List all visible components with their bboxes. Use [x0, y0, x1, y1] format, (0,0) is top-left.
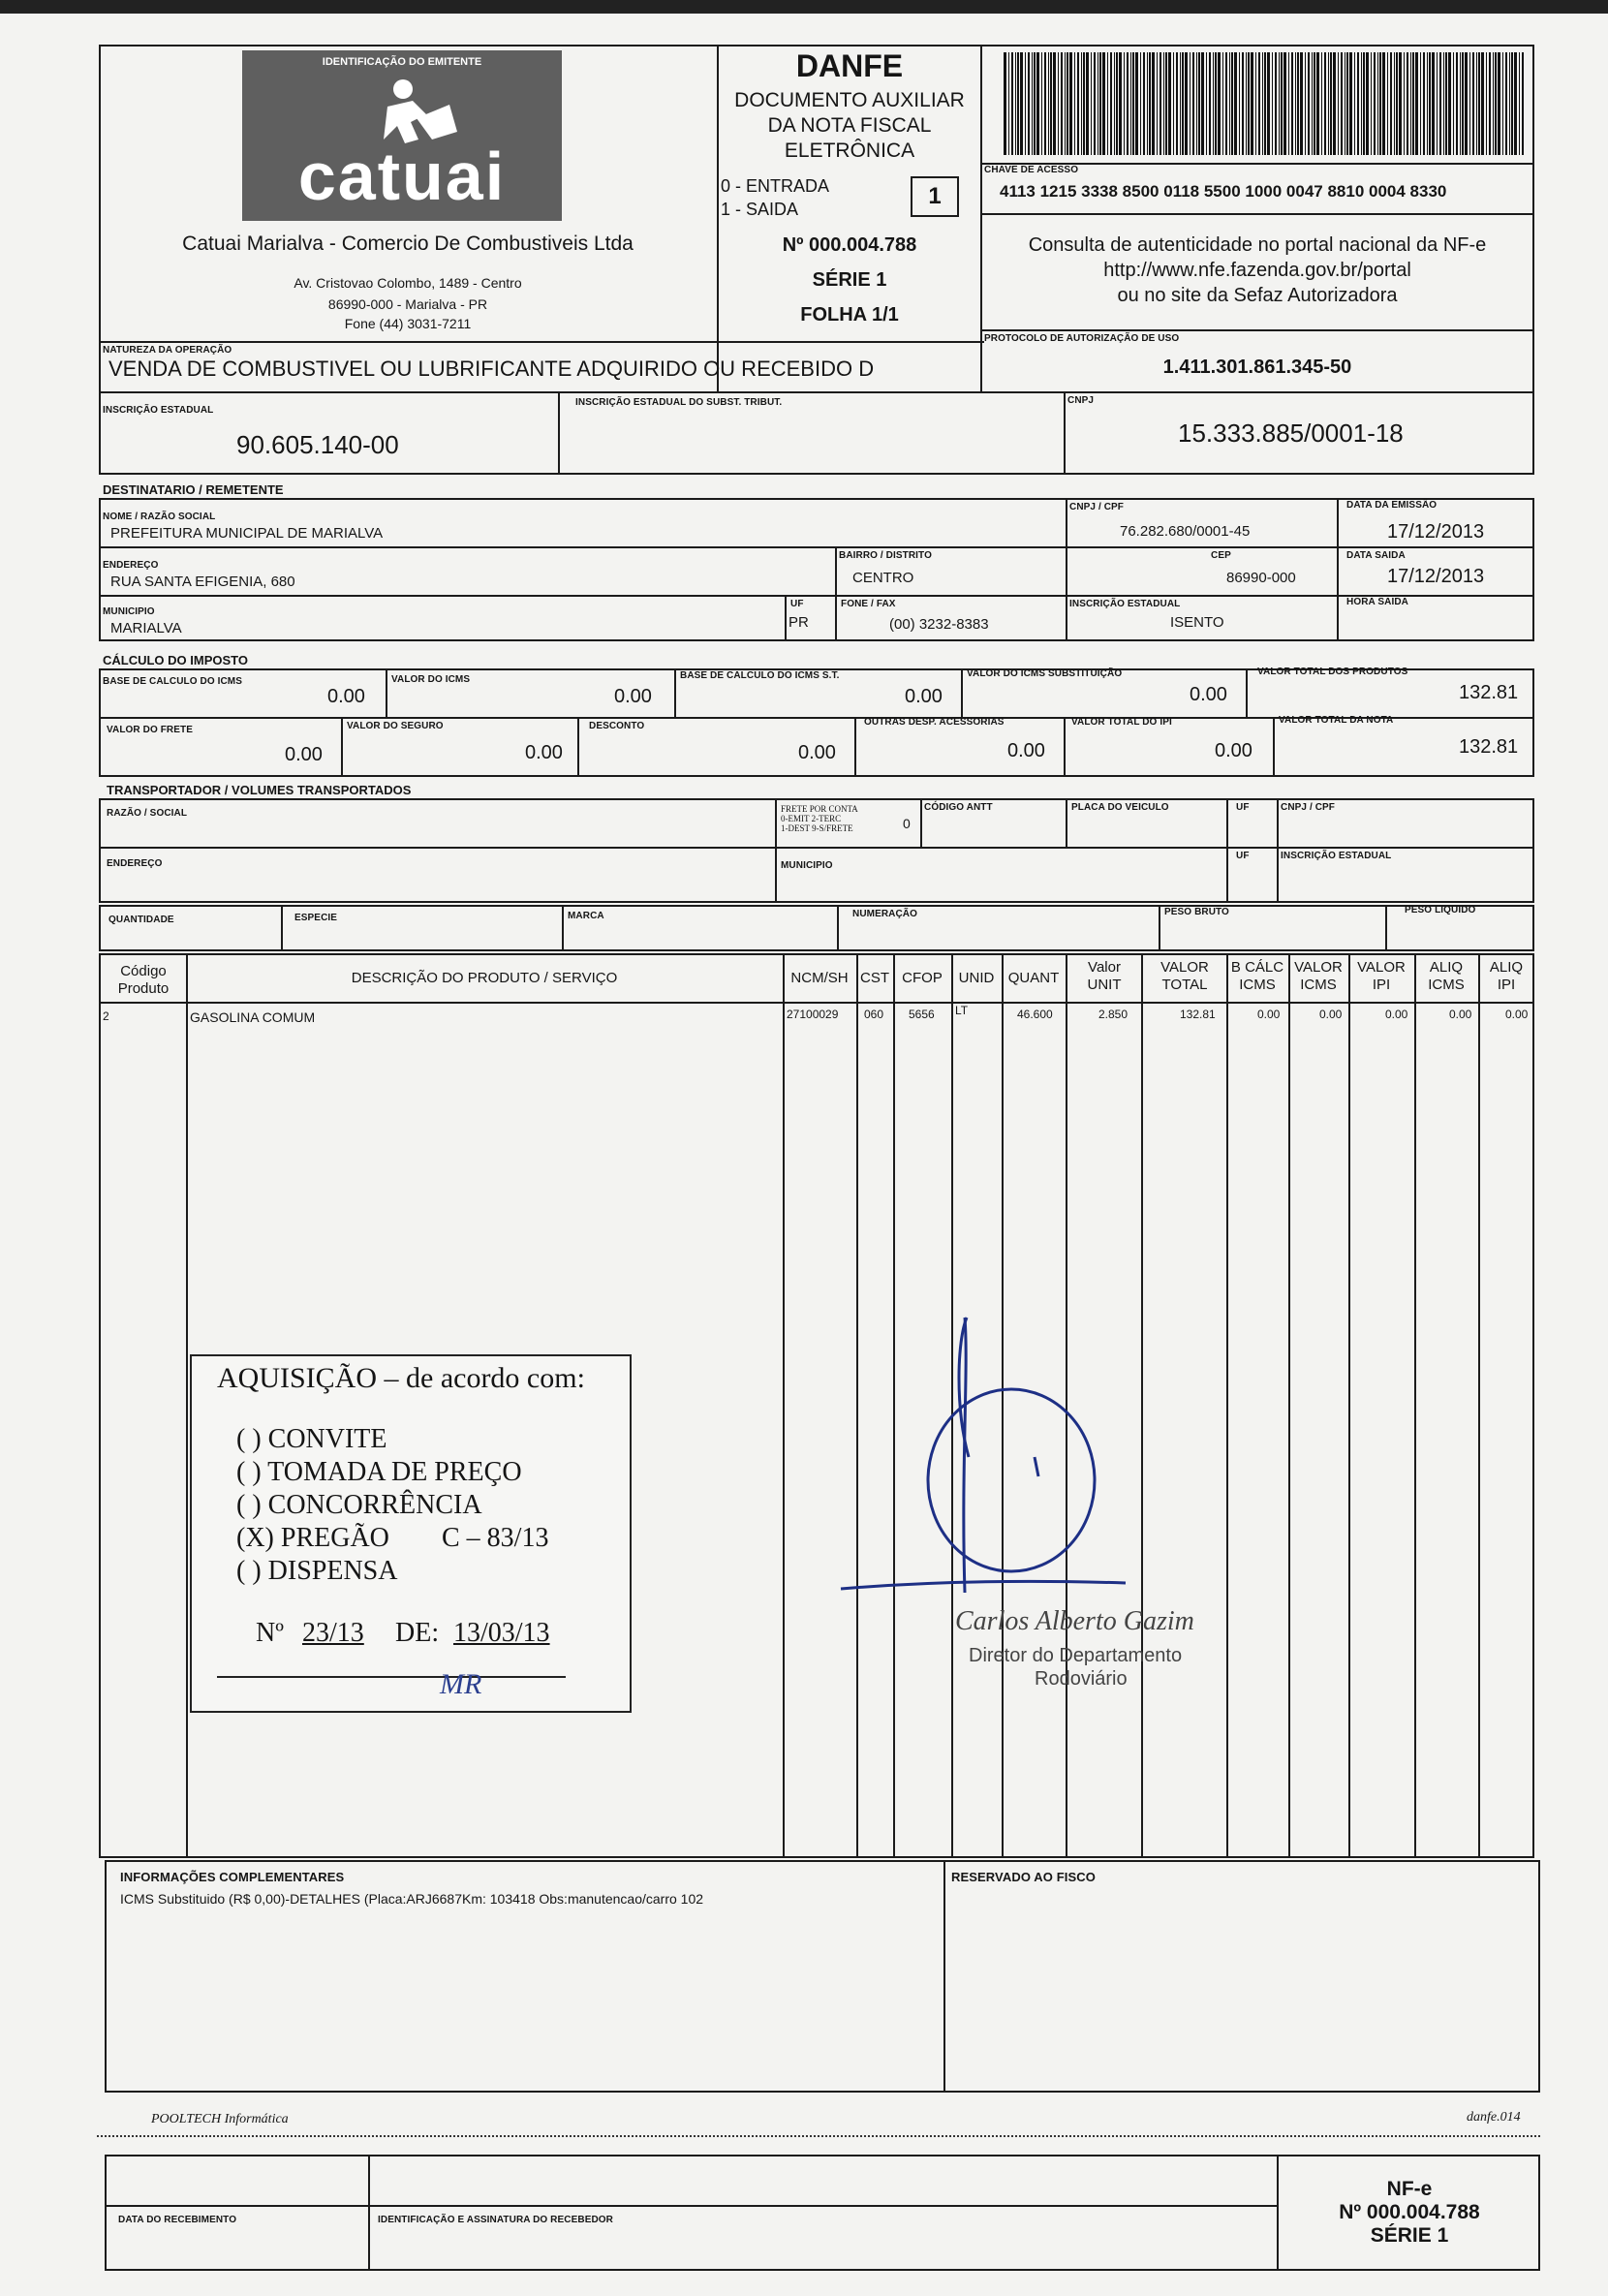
- placa-label: PLACA DO VEICULO: [1071, 802, 1169, 813]
- bc-st-label: BASE DE CALCULO DO ICMS S.T.: [680, 670, 840, 681]
- divider: [785, 595, 787, 641]
- consulta-line: ou no site da Sefaz Autorizadora: [1117, 285, 1398, 306]
- icms-st-label: VALOR DO ICMS SUBSTITUIÇÃO: [967, 668, 1123, 679]
- row-aliq-icms: 0.00: [1449, 1008, 1472, 1021]
- acquisition-stamp: [190, 1354, 632, 1713]
- ie-label: INSCRIÇÃO ESTADUAL: [103, 405, 214, 416]
- nf-serie: SÉRIE 1: [812, 269, 887, 291]
- row-unid: LT: [955, 1004, 969, 1017]
- divider: [1273, 717, 1275, 777]
- emissao-label: DATA DA EMISSÃO: [1346, 500, 1438, 511]
- divider: [943, 1860, 945, 2093]
- divider: [1288, 953, 1290, 1858]
- col-codigo: Código Produto: [117, 963, 170, 997]
- divider: [99, 1002, 1534, 1004]
- razao-label: RAZÃO / SOCIAL: [107, 808, 188, 819]
- dest-cnpj-label: CNPJ / CPF: [1069, 502, 1125, 512]
- row-cst: 060: [864, 1008, 884, 1021]
- total-nota-label: VALOR TOTAL DA NOTA: [1279, 715, 1394, 726]
- ipi-label: VALOR TOTAL DO IPI: [1071, 717, 1172, 728]
- dest-cnpj: 76.282.680/0001-45: [1120, 523, 1251, 540]
- quantidade-label: QUANTIDADE: [108, 915, 174, 925]
- endereco-label: ENDEREÇO: [103, 560, 159, 571]
- col-cfop: CFOP: [902, 970, 943, 986]
- protocolo-label: PROTOCOLO DE AUTORIZAÇÃO DE USO: [984, 333, 1180, 344]
- tax-section-title: CÁLCULO DO IMPOSTO: [103, 653, 248, 667]
- divider: [577, 717, 579, 777]
- divider: [1277, 798, 1279, 903]
- divider: [1066, 798, 1067, 847]
- hora-saida-label: HORA SAIDA: [1346, 597, 1408, 607]
- divider: [920, 798, 922, 847]
- dest-section-title: DESTINATARIO / REMETENTE: [103, 482, 284, 497]
- divider: [835, 546, 837, 641]
- dest-municipio: MARIALVA: [110, 620, 182, 636]
- total-produtos: 132.81: [1459, 682, 1519, 703]
- access-key: 4113 1215 3338 8500 0118 5500 1000 0047 8810 0004 8330: [1000, 182, 1447, 201]
- col-aliq-icms: ALIQ ICMS: [1428, 959, 1465, 993]
- emitter-logo: [242, 50, 562, 221]
- dest-frame: [99, 498, 1534, 641]
- divider: [1246, 668, 1248, 717]
- danfe-title: DANFE: [795, 48, 904, 83]
- stamp-date: 13/03/13: [453, 1618, 550, 1648]
- stamp-num-label: Nº: [256, 1618, 284, 1648]
- emitter-address: Av. Cristovao Colombo, 1489 - Centro: [294, 275, 522, 291]
- antt-label: CÓDIGO ANTT: [924, 802, 993, 813]
- scan-edge: [0, 0, 1608, 14]
- emitter-id-label: IDENTIFICAÇÃO DO EMITENTE: [322, 56, 482, 68]
- uf-label: UF: [790, 599, 804, 609]
- signature-name: Carlos Alberto Gazim: [955, 1606, 1194, 1636]
- divider: [1414, 953, 1416, 1858]
- marca-label: MARCA: [568, 911, 604, 921]
- stamp-dispensa: ( ) DISPENSA: [236, 1556, 398, 1586]
- cep-label: CEP: [1211, 550, 1231, 561]
- cnpj-value: 15.333.885/0001-18: [1178, 419, 1404, 448]
- stamp-title: AQUISIÇÃO – de acordo com:: [217, 1362, 585, 1394]
- data-saida: 17/12/2013: [1387, 566, 1485, 587]
- frete-conta-value: 0: [903, 816, 911, 831]
- divider: [1226, 798, 1228, 903]
- danfe-subtitle: ELETRÔNICA: [784, 140, 915, 162]
- divider: [1478, 953, 1480, 1858]
- emissao-date: 17/12/2013: [1387, 521, 1485, 543]
- col-quant: QUANT: [1007, 970, 1060, 986]
- divider: [186, 953, 188, 1858]
- barcode-icon: [1004, 52, 1525, 155]
- icms-st: 0.00: [1190, 684, 1227, 705]
- saida-label: 1 - SAIDA: [721, 200, 799, 219]
- desconto-label: DESCONTO: [589, 721, 645, 731]
- divider: [99, 595, 1534, 597]
- fone-label: FONE / FAX: [841, 599, 896, 609]
- divider: [1159, 905, 1160, 951]
- divider: [854, 717, 856, 777]
- divider: [961, 668, 963, 717]
- logo-text: catuai: [297, 139, 507, 214]
- col-valor-unit: Valor UNIT: [1087, 959, 1122, 993]
- icms: 0.00: [614, 686, 652, 707]
- dest-fone: (00) 3232-8383: [889, 616, 989, 633]
- frete-conta-l3: 1-DEST 9-S/FRETE: [781, 823, 853, 833]
- signature-role: Diretor do Departamento: [969, 1645, 1183, 1666]
- divider: [1337, 498, 1339, 641]
- divider: [980, 329, 1534, 331]
- stamp-initials: MR: [440, 1668, 482, 1700]
- frete-label: VALOR DO FRETE: [107, 725, 193, 735]
- recebedor-label: IDENTIFICAÇÃO E ASSINATURA DO RECEBEDOR: [378, 2215, 613, 2225]
- bc-icms: 0.00: [327, 686, 365, 707]
- municipio-label: MUNICIPIO: [103, 606, 155, 617]
- danfe-subtitle: DOCUMENTO AUXILIAR: [734, 89, 965, 111]
- divider: [1348, 953, 1350, 1858]
- divider: [1064, 717, 1066, 777]
- nome-label: NOME / RAZÃO SOCIAL: [103, 512, 216, 522]
- transport-endereco-label: ENDEREÇO: [107, 858, 163, 869]
- dest-cep: 86990-000: [1226, 570, 1296, 586]
- bc-icms-label: BASE DE CALCULO DO ICMS: [103, 676, 242, 687]
- access-key-barcode: [1004, 52, 1525, 155]
- row-valor-unit: 2.850: [1098, 1008, 1129, 1021]
- seguro: 0.00: [525, 742, 563, 763]
- nf-number: Nº 000.004.788: [782, 234, 917, 256]
- info-label: INFORMAÇÕES COMPLEMENTARES: [120, 1870, 345, 1884]
- data-saida-label: DATA SAIDA: [1346, 550, 1406, 561]
- peso-bruto-label: PESO BRUTO: [1164, 907, 1229, 917]
- outras-label: OUTRAS DESP. ACESSORIAS: [864, 717, 1005, 728]
- fisco-label: RESERVADO AO FISCO: [951, 1870, 1096, 1884]
- divider: [837, 905, 839, 951]
- divider: [341, 717, 343, 777]
- divider: [674, 668, 676, 717]
- emitter-city: 86990-000 - Marialva - PR: [327, 296, 488, 312]
- row-bc-icms: 0.00: [1257, 1008, 1281, 1021]
- divider: [368, 2155, 370, 2271]
- numeracao-label: NUMERAÇÃO: [852, 909, 918, 919]
- transport-uf2-label: UF: [1236, 851, 1250, 861]
- divider: [775, 798, 777, 903]
- stamp-concorrencia: ( ) CONCORRÊNCIA: [236, 1490, 482, 1520]
- transport-ie-label: INSCRIÇÃO ESTADUAL: [1281, 851, 1392, 861]
- row-codigo: 2: [103, 1009, 109, 1023]
- desconto: 0.00: [798, 742, 836, 763]
- natureza-label: NATUREZA DA OPERAÇÃO: [103, 345, 232, 356]
- divider: [281, 905, 283, 951]
- emitter-phone: Fone (44) 3031-7211: [344, 316, 472, 331]
- transport-cnpj-label: CNPJ / CPF: [1281, 802, 1336, 813]
- receipt-number: Nº 000.004.788: [1339, 2201, 1480, 2223]
- especie-label: ESPECIE: [294, 913, 338, 923]
- stamp-sign-line: [217, 1676, 566, 1678]
- dest-nome: PREFEITURA MUNICIPAL DE MARIALVA: [110, 525, 384, 542]
- stamp-tomada: ( ) TOMADA DE PREÇO: [236, 1457, 522, 1487]
- signature-role: Rodoviário: [1035, 1668, 1128, 1690]
- row-valor-icms: 0.00: [1319, 1008, 1343, 1021]
- divider: [1066, 498, 1067, 641]
- col-descricao: DESCRIÇÃO DO PRODUTO / SERVIÇO: [351, 970, 618, 986]
- col-bc-icms: B CÁLC ICMS: [1230, 959, 1284, 993]
- receipt-nfe: NF-e: [1386, 2178, 1433, 2200]
- bc-st: 0.00: [905, 686, 943, 707]
- dest-uf: PR: [789, 614, 809, 631]
- frete-conta-l2: 0-EMIT 2-TERC: [781, 814, 842, 823]
- divider: [99, 341, 984, 343]
- dest-ie: ISENTO: [1170, 614, 1224, 631]
- row-aliq-ipi: 0.00: [1505, 1008, 1529, 1021]
- divider: [99, 847, 1534, 849]
- outras: 0.00: [1007, 740, 1045, 761]
- bairro-label: BAIRRO / DISTRITO: [839, 550, 932, 561]
- frete-conta-l1: FRETE POR CONTA: [781, 804, 858, 814]
- recebimento-label: DATA DO RECEBIMENTO: [118, 2215, 237, 2225]
- frete: 0.00: [285, 744, 323, 765]
- row-descricao: GASOLINA COMUM: [190, 1009, 316, 1025]
- entrada-label: 0 - ENTRADA: [721, 176, 830, 196]
- stamp-pregao-code: C – 83/13: [442, 1523, 549, 1553]
- dest-endereco: RUA SANTA EFIGENIA, 680: [110, 574, 295, 590]
- col-ncm: NCM/SH: [790, 970, 849, 986]
- operation-type-box: 1: [911, 176, 959, 217]
- divider: [980, 213, 1534, 215]
- divider: [1385, 905, 1387, 951]
- divider: [105, 2205, 1279, 2207]
- consulta-url: http://www.nfe.fazenda.gov.br/portal: [1103, 260, 1411, 281]
- divider: [783, 953, 785, 1858]
- info-text: ICMS Substituido (R$ 0,00)-DETALHES (Placa:ARJ6687Km: 103418 Obs:manutencao/carro 102: [120, 1891, 704, 1907]
- peso-liquido-label: PESO LIQUIDO: [1405, 905, 1476, 915]
- row-cfop: 5656: [909, 1008, 935, 1021]
- software-credit: POOLTECH Informática: [151, 2112, 289, 2126]
- dest-ie-label: INSCRIÇÃO ESTADUAL: [1069, 599, 1181, 609]
- seguro-label: VALOR DO SEGURO: [347, 721, 444, 731]
- col-aliq-ipi: ALIQ IPI: [1489, 959, 1524, 993]
- total-nota: 132.81: [1459, 736, 1519, 758]
- stamp-num: 23/13: [302, 1618, 364, 1648]
- stamp-de-label: DE:: [395, 1618, 440, 1648]
- col-unid: UNID: [958, 970, 995, 986]
- signature-scribble-icon: [833, 1312, 1153, 1602]
- cut-line: [97, 2135, 1540, 2137]
- transport-municipio-label: MUNICIPIO: [781, 860, 833, 871]
- cnpj-label: CNPJ: [1067, 395, 1095, 406]
- dest-bairro: CENTRO: [852, 570, 914, 586]
- stamp-convite: ( ) CONVITE: [236, 1424, 387, 1454]
- nf-folha: FOLHA 1/1: [800, 304, 899, 326]
- col-valor-total: VALOR TOTAL: [1160, 959, 1209, 993]
- row-valor-total: 132.81: [1180, 1008, 1216, 1021]
- consulta-line: Consulta de autenticidade no portal nacional da NF-e: [1028, 234, 1487, 256]
- receipt-serie: SÉRIE 1: [1370, 2224, 1449, 2247]
- natureza-value: VENDA DE COMBUSTIVEL OU LUBRIFICANTE ADQUIRIDO OU RECEBIDO D: [108, 357, 875, 381]
- divider: [1064, 393, 1066, 475]
- emitter-name: Catuai Marialva - Comercio De Combustiveis Ltda: [182, 233, 634, 255]
- ie-st-label: INSCRIÇÃO ESTADUAL DO SUBST. TRIBUT.: [575, 397, 783, 408]
- icms-label: VALOR DO ICMS: [391, 674, 471, 685]
- col-valor-icms: VALOR ICMS: [1294, 959, 1343, 993]
- ipi: 0.00: [1215, 740, 1252, 761]
- protocolo-value: 1.411.301.861.345-50: [1162, 357, 1352, 378]
- col-cst: CST: [860, 970, 889, 986]
- danfe-subtitle: DA NOTA FISCAL: [767, 114, 932, 137]
- row-quant: 46.600: [1017, 1008, 1053, 1021]
- total-prod-label: VALOR TOTAL DOS PRODUTOS: [1257, 667, 1408, 677]
- row-ncm: 27100029: [787, 1008, 839, 1021]
- col-valor-ipi: VALOR IPI: [1357, 959, 1406, 993]
- divider: [1226, 953, 1228, 1858]
- divider: [386, 668, 387, 717]
- form-code: danfe.014: [1467, 2110, 1521, 2125]
- ie-value: 90.605.140-00: [236, 430, 399, 459]
- row-valor-ipi: 0.00: [1385, 1008, 1408, 1021]
- divider: [558, 393, 560, 475]
- divider: [99, 546, 1534, 548]
- divider: [562, 905, 564, 951]
- stamp-pregao: (X) PREGÃO: [236, 1523, 389, 1553]
- access-key-label: CHAVE DE ACESSO: [984, 165, 1079, 175]
- transport-section-title: TRANSPORTADOR / VOLUMES TRANSPORTADOS: [107, 783, 412, 797]
- transport-uf-label: UF: [1236, 802, 1250, 813]
